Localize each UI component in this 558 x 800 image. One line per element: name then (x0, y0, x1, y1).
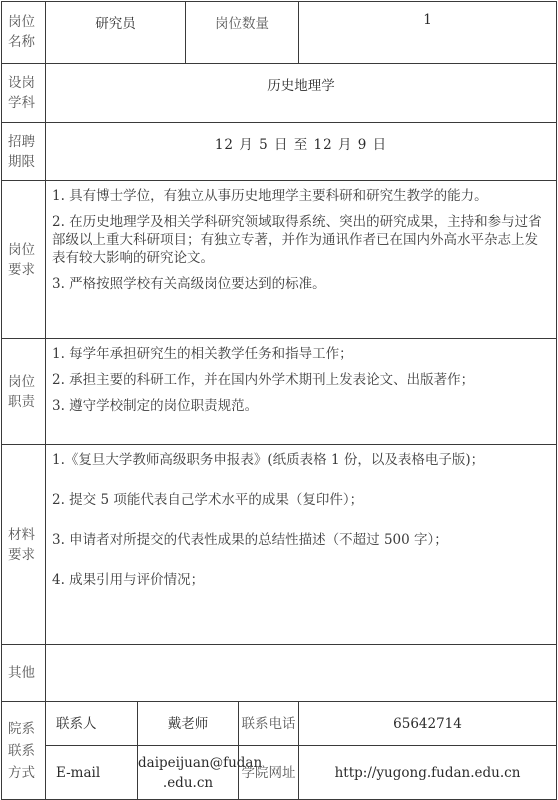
requirement-item: 1. 具有博士学位，有独立从事历史地理学主要科研和研究生教学的能力。 (52, 188, 488, 204)
contact-website-link[interactable]: http://yugong.fudan.edu.cn (299, 746, 557, 800)
contact-person-label: 联系人 (46, 702, 138, 746)
duty-item: 1. 每学年承担研究生的相关教学任务和指导工作； (52, 346, 353, 362)
period-label (2, 123, 46, 181)
materials-list (46, 445, 557, 645)
requirements-row (2, 181, 557, 339)
contact-phone-label: 联系电话 (239, 702, 299, 746)
position-label-text: 岗位 名称 (8, 14, 35, 50)
contact-email-label: E-mail (46, 746, 138, 800)
discipline-label-text: 设岗 学科 (8, 75, 35, 111)
duties-label-text: 岗位 职责 (8, 373, 35, 410)
period-value: 12 月 5 日 至 12 月 9 日 (46, 123, 557, 181)
position-label (2, 2, 46, 64)
contact-row-1 (2, 702, 557, 746)
contact-phone: 65642714 (299, 702, 557, 746)
material-item: 1.《复旦大学教师高级职务申报表》(纸质表格 1 份，以及表格电子版)； (52, 452, 485, 468)
contact-email[interactable]: daipeijuan@fudan .edu.cn (138, 746, 239, 800)
other-label: 其他 (2, 645, 46, 702)
position-row (2, 2, 557, 64)
requirement-item: 2. 在历史地理学及相关学科研究领域取得系统、突出的研究成果，主持和参与过省部级以上重大科研项目；有独立专著，并作为通讯作者已在国内外高水平杂志上发表有较大影响的研究论文。 (52, 214, 542, 266)
material-item: 2. 提交 5 项能代表自己学术水平的成果（复印件）； (52, 492, 364, 508)
requirements-list (46, 181, 557, 339)
discipline-label (2, 64, 46, 123)
duties-label (2, 339, 46, 445)
discipline-row (2, 64, 557, 123)
contact-website-label: 学院网址 (239, 746, 299, 800)
duty-item: 3. 遵守学校制定的岗位职责规范。 (52, 398, 259, 414)
job-posting-table (1, 1, 557, 800)
material-item: 3. 申请者对所提交的代表性成果的总结性描述（不超过 500 字）； (52, 532, 448, 548)
other-row (2, 645, 557, 702)
contact-person: 戴老师 (138, 702, 239, 746)
other-value (46, 645, 557, 702)
requirements-label-text: 岗位 要求 (8, 241, 35, 278)
contact-row-2 (2, 746, 557, 800)
duties-row (2, 339, 557, 445)
period-row (2, 123, 557, 181)
requirements-label (2, 181, 46, 339)
contact-label (2, 702, 46, 800)
materials-row (2, 445, 557, 645)
duties-list (46, 339, 557, 445)
contact-label-text: 院系 联系 方式 (8, 720, 35, 781)
period-label-text: 招聘 期限 (8, 133, 35, 170)
duty-item: 2. 承担主要的科研工作，并在国内外学术期刊上发表论文、出版著作； (52, 372, 475, 388)
materials-label (2, 445, 46, 645)
position-count-value: 1 (299, 2, 557, 64)
materials-label-text: 材料 要求 (8, 526, 35, 563)
material-item: 4. 成果引用与评价情况； (52, 572, 205, 588)
position-count-label: 岗位数量 (186, 2, 299, 64)
requirement-item: 3. 严格按照学校有关高级岗位要达到的标准。 (52, 276, 326, 292)
discipline-value: 历史地理学 (46, 64, 557, 123)
position-value: 研究员 (46, 2, 186, 64)
